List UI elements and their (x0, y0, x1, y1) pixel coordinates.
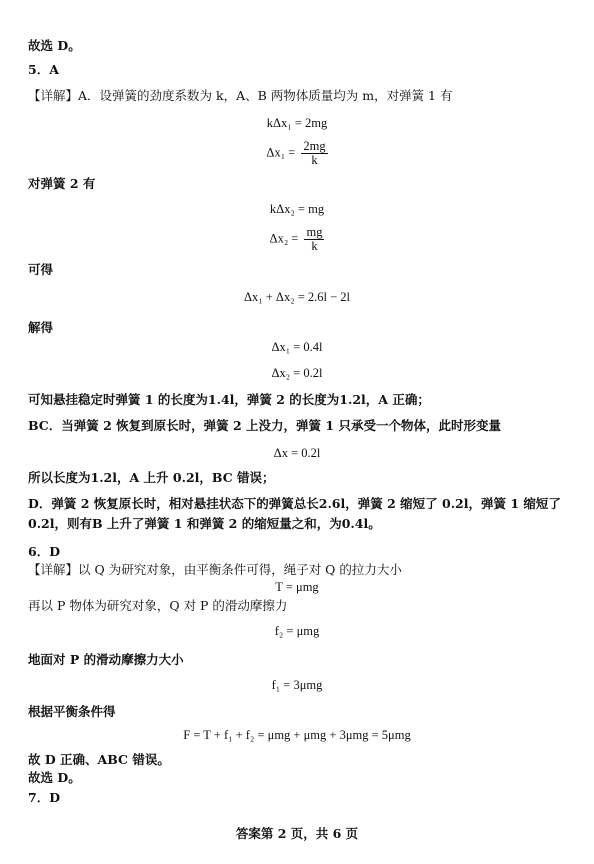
equation-2-left: Δx₁ = (266, 145, 296, 160)
spring-2-intro: 对弹簧 2 有 (28, 176, 96, 191)
equation-2-denominator: k (311, 153, 318, 167)
equation-2-fraction (301, 140, 327, 167)
equation-9: T = μmg (275, 580, 319, 594)
equation-12: F = T + f₁ + f₂ = μmg + μmg + 3μmg = 5μmg (183, 728, 411, 742)
conclusion-6: 故选 D。 (28, 770, 81, 785)
hence-label: 可得 (28, 262, 54, 277)
equation-4-fraction (304, 226, 324, 253)
answer-6-heading: 6．D (28, 544, 61, 559)
equation-6: Δx₁ = 0.4l (271, 340, 323, 354)
q6-conclusion: 故 D 正确、ABC 错误。 (28, 752, 170, 767)
equation-7: Δx₂ = 0.2l (271, 366, 323, 380)
q5-conclusion-bc: 所以长度为1.2l，A 上升 0.2l，BC 错误； (28, 470, 275, 485)
q6-friction-qp-intro: 再以 P 物体为研究对象，Q 对 P 的滑动摩擦力 (28, 598, 288, 613)
equation-3: kΔx₂ = mg (269, 202, 325, 216)
q5-explanation-d: D．弹簧 2 恢复原长时，相对悬挂状态下的弹簧总长2.6l，弹簧 2 缩短了 0.2l，弹簧 1 缩短了 0.2l，则有B 上升了弹簧 1 和弹簧 2 的缩短量之和，为0.4l。 (28, 496, 561, 531)
q6-balance-intro: 根据平衡条件得 (28, 704, 116, 719)
equation-4-left: Δx₂ = (269, 231, 299, 246)
solve-label: 解得 (28, 320, 54, 335)
equation-4-numerator: mg (306, 225, 323, 239)
answer-7-heading: 7．D (28, 790, 61, 805)
equation-4-denominator: k (311, 239, 318, 253)
q6-explanation: 【详解】以 Q 为研究对象，由平衡条件可得，绳子对 Q 的拉力大小 (28, 562, 402, 577)
page-footer: 答案第 2 页，共 6 页 (235, 826, 359, 841)
equation-2-numerator: 2mg (303, 139, 326, 153)
equation-8: Δx = 0.2l (273, 446, 321, 460)
q5-explanation-bc: BC．当弹簧 2 恢复到原长时，弹簧 2 上没力，弹簧 1 只承受一个物体，此时形变量 (28, 418, 501, 433)
conclusion-4: 故选 D。 (28, 38, 81, 53)
equation-4 (0, 226, 594, 253)
equation-5: Δx₁ + Δx₂ = 2.6l − 2l (243, 290, 350, 304)
equation-11: f₁ = 3μmg (271, 678, 323, 692)
equation-10: f₂ = μmg (274, 624, 320, 638)
q5-conclusion-a: 可知悬挂稳定时弹簧 1 的长度为1.4l，弹簧 2 的长度为1.2l，A 正确； (28, 392, 430, 407)
equation-1: kΔx₁ = 2mg (266, 116, 328, 130)
equation-2 (0, 140, 594, 167)
answer-5-heading: 5．A (28, 62, 59, 77)
q5-explanation-a: 【详解】A．设弹簧的劲度系数为 k，A、B 两物体质量均为 m，对弹簧 1 有 (28, 88, 453, 103)
q6-ground-friction-intro: 地面对 P 的滑动摩擦力大小 (28, 652, 184, 667)
